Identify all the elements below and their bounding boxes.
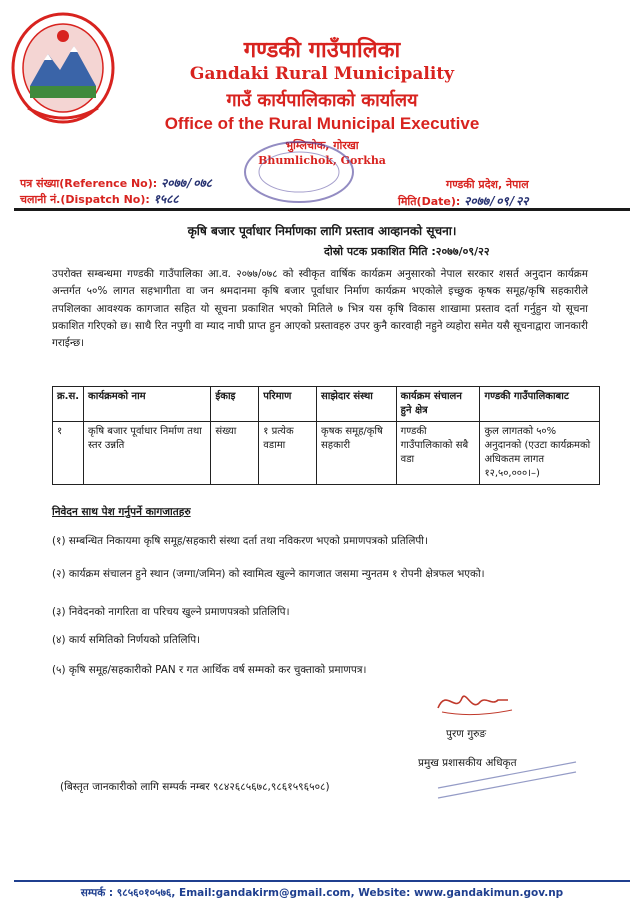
dispatch-value: १५८८: [153, 192, 179, 206]
column-header: कार्यक्रम संचालन हुने क्षेत्र: [396, 387, 480, 422]
footer-divider: [14, 880, 630, 882]
designation-stamp: [432, 748, 582, 802]
table-header-row: [53, 387, 600, 422]
contact-note: (बिस्तृत जानकारीको लागि सम्पर्क नम्बर ९८४२६८५६७८,९८६१५९६५०८): [60, 781, 330, 793]
province-label: गण्डकी प्रदेश, नेपाल: [446, 178, 529, 191]
date-value: २०७७/०९/२२: [464, 194, 529, 208]
document-item: (३) निवेदनको नागरिता वा परिचय खुल्ने प्रमाणपत्रको प्रतिलिपि।: [52, 606, 290, 618]
document-item: (१) सम्बन्धित निकायमा कृषि समूह/सहकारी संस्था दर्ता तथा नविकरण भएको प्रमाणपत्रको प्रतिलिपी।: [52, 535, 428, 547]
document-item: (५) कृषि समूह/सहकारीको PAN र गत आर्थिक वर्ष सम्मको कर चुक्ताको प्रमाणपत्र।: [52, 664, 367, 676]
header-divider: [14, 208, 630, 211]
program-table: [52, 386, 600, 485]
office-name-nepali: गाउँ कार्यपालिकाको कार्यालय: [226, 90, 418, 111]
second-publication-date: दोस्रो पटक प्रकाशित मिति :२०७७/०९/२२: [324, 245, 490, 258]
municipality-name-english: Gandaki Rural Municipality: [189, 64, 455, 84]
column-header: क्र.स.: [53, 387, 84, 422]
cell-partner: कृषक समूह/कृषि सहकारी: [317, 422, 397, 485]
signer-title: प्रमुख प्रशासकीय अधिकृत: [418, 757, 517, 769]
column-header: परिमाण: [259, 387, 317, 422]
column-header: कार्यक्रमको नाम: [84, 387, 211, 422]
reference-value: २०७७/०७८: [161, 176, 212, 190]
letter-date: [398, 192, 529, 209]
notice-paragraph: उपरोक्त सम्बन्धमा गण्डकी गाउँपालिका आ.व. २०७७/०७८ को स्वीकृत वार्षिक कार्यक्रम अनुसारको नेपाल सरकार शसर्त अनुदान कार्यक्रम अन्तर्गत ५०% लागत सहभागीता वा जन श्रमदानमा कृषि बजार पूर्वाधार निर्माण कार्यक्रम भएकोले इच्छुक कृषक समूह/कृषि सहकारीले तपशिलका आवश्यक कागजात सहित यो सूचना प्रकाशित भएको मितिले ७ भित्र यस कृषि विकास शाखामा प्रस्ताव दर्ता गर्नुहुन यो सूचना प्रकाशित गरिएको छ। साथै रित नपुगी वा म्याद नाघी प्राप्त हुन आएको प्रस्तावहरु उपर कुनै कारवाही नहुने व्यहोरा समेत यसै सूचनाद्वारा जानकारी गराईन्छ।: [52, 268, 588, 350]
table-row: [53, 422, 600, 485]
dispatch-label: चलानी नं.(Dispatch No):: [20, 193, 150, 206]
documents-title: निवेदन साथ पेश गर्नुपर्ने कागजातहरु: [52, 506, 191, 518]
footer-contact: सम्पर्क : ९८५६०१०५७६, Email:gandakirm@gmail.com, Website: www.gandakimun.gov.np: [80, 887, 564, 899]
cell-quantity: १ प्रत्येक वडामा: [259, 422, 317, 485]
cell-contribution: कुल लागतको ५०% अनुदानको (एउटा कार्यक्रमको अधिकतम लागत १२,५०,०००।–): [480, 422, 600, 485]
handwritten-signature: [432, 684, 522, 720]
dispatch-number: [20, 190, 179, 207]
column-header: ईकाइ: [211, 387, 259, 422]
cell-unit: संख्या: [211, 422, 259, 485]
office-name-english: Office of the Rural Municipal Executive: [164, 114, 480, 133]
signer-name: पुरण गुरुङ: [446, 728, 487, 740]
cell-area: गण्डकी गाउँपालिकाको सबै वडा: [396, 422, 480, 485]
reference-number: [20, 174, 212, 191]
cell-sn: १: [53, 422, 84, 485]
reference-label: पत्र संख्या(Reference No):: [20, 177, 158, 190]
location-nepali: भुम्लिचोक, गोरखा: [285, 139, 359, 152]
cell-program: कृषि बजार पूर्वाधार निर्माण तथा स्तर उन्नति: [84, 422, 211, 485]
document-item: (४) कार्य समितिको निर्णयको प्रतिलिपि।: [52, 634, 201, 646]
office-seal-stamp: [240, 138, 358, 206]
location-english: Bhumlichok, Gorkha: [258, 154, 386, 167]
date-label: मिति(Date):: [398, 195, 461, 208]
document-item: (२) कार्यक्रम संचालन हुने स्थान (जग्गा/जमिन) को स्वामित्व खुल्ने कागजात जसमा न्युनतम १ रोपनी क्षेत्रफल भएको।: [52, 568, 485, 580]
municipality-name-nepali: गण्डकी गाउँपालिका: [243, 38, 401, 63]
column-header: साझेदार संस्था: [317, 387, 397, 422]
column-header: गण्डकी गाउँपालिकाबाट: [480, 387, 600, 422]
notice-title: कृषि बजार पूर्वाधार निर्माणका लागि प्रस्ताव आव्हानको सूचना।: [187, 224, 457, 238]
